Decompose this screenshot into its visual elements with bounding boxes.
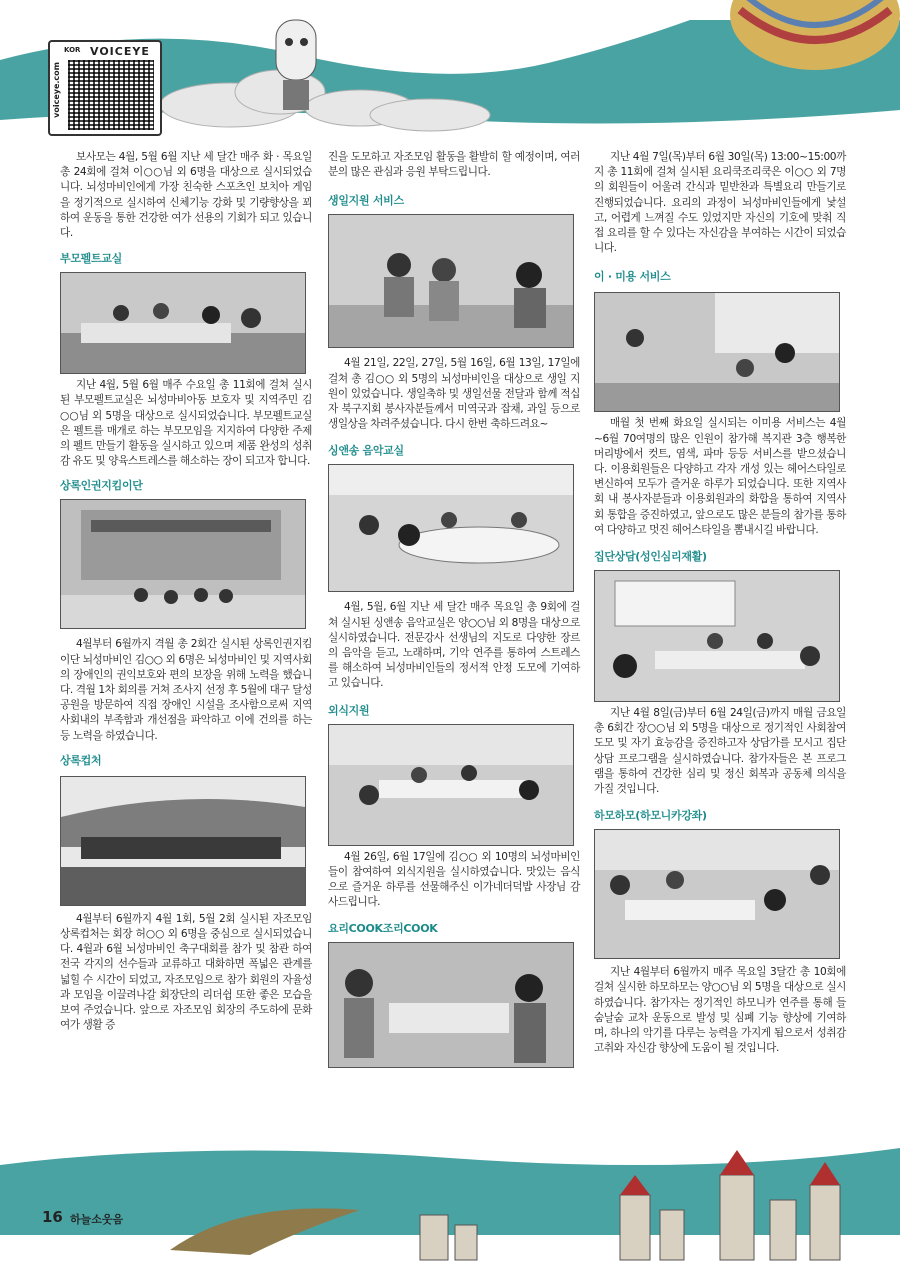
section-paragraph: 지난 4월부터 6월까지 매주 목요일 3달간 총 10회에 걸쳐 실시한 하모하모는 양○○님 외 5명을 대상으로 실시하였습니다. 참가자는 정기적인 하모니카 연주를 통해 들숨날숨 교차 운동으로 발성 및 심폐 기능 향상에 기여하며, 하나의 악기를 다루는 능력을 가지게 됨으로서 성취감 고취와 자신감 향상에 도움이 될 것입니다. [594,966,846,1055]
section-heading: 요리COOK조리COOK [328,922,438,936]
section-heading: 싱앤송 음악교실 [328,444,404,458]
section-paragraph: 4월 26일, 6월 17일에 김○○ 외 10명의 뇌성마비인들이 참여하여 외식지원을 실시하였습니다. 맛있는 음식으로 즐거운 하루를 선물해주신 이가네더덕밥 사장님 감사드립니다. [328,850,580,909]
section-heading: 상록인권지킴이단 [60,479,143,493]
voiceye-url: voiceye.com [52,62,61,118]
page-number: 16 [42,1208,63,1226]
column-1 [60,150,312,1033]
section-paragraph: 4월부터 6월까지 격월 총 2회간 실시된 상록인권지킴이단 뇌성마비인 김○○ 외 6명은 뇌성마비인 및 지역사회의 장애인의 권익보호와 편의 보장을 위해 노력을 했습니다. 격월 1차 회의를 거쳐 조사지 선정 후 5월에 대구 달성공원을 방문하여 직접 장애인 시설을 조사함으로써 지역사회내의 부족함과 개선점을 파악하고 이에 건의를 하는 등 노력을 하였습니다. [60,638,312,742]
section-heading: 이 · 미용 서비스 [594,270,671,284]
photo-felt-class [60,268,312,422]
voiceye-pattern [68,60,154,130]
photo-music-class [328,460,580,600]
intro-paragraph: 보사모는 4월, 5월 6월 지난 세 달간 매주 화 · 목요일 총 24회에 걸쳐 이○○님 외 6명을 대상으로 실시되었습니다. 뇌성마비인에게 가장 친숙한 스포츠인 보치아 게임을 정기적으로 실시하여 신체기능 강화 및 기량향상을 꾀하여 운동을 통한 건강한 여가 선용의 기회가 되고 있습니다. [60,151,312,240]
magazine-name: 하늘소웃음 [70,1213,124,1226]
section-heading: 하모하모(하모니카강좌) [594,809,707,823]
section-paragraph: 매월 첫 번째 화요일 실시되는 이미용 서비스는 4월~6월 70여명의 많은 인원이 참가해 복지관 3층 행복한 머리방에서 컷트, 염색, 파마 등등 서비스를 받으셨습니다. 이용회원들은 다양하고 각자 개성 있는 헤어스타일로 변신하여 모두가 즐거운 하루가 되었습니다. 또한 지역사회 내 봉사자분들과 이용회원과의 화합을 통하여 지역사회 통합을 증진하였고, 앞으로도 많은 분들의 참가를 통하여 다양하고 멋진 헤어스타일을 뽐내시길 바랍니다. [594,417,846,536]
photo-cooking [328,938,580,1068]
section-paragraph: 지난 4월, 5월 6월 매주 수요일 총 11회에 걸쳐 실시된 부모펠트교실은 뇌성마비아동 보호자 및 지역주민 김○○님 외 5명을 대상으로 실시되었습니다. 부모펠트교실은 펠트를 매개로 하는 부모모임을 지지하여 다양한 주제의 펠트 만들기 활동을 실시하고 있으며 제품 완성의 성취감 유도 및 양육스트레스를 해소하는 장이 되고자 합니다. [60,379,312,468]
photo-dining-out [328,720,580,850]
photo-birthday [328,210,580,356]
section-paragraph: 4월, 5월, 6월 지난 세 달간 매주 목요일 총 9회에 걸쳐 실시된 싱앤송 음악교실은 양○○님 외 8명을 대상으로 실시하였습니다. 전문강사 선생님의 지도로 다양한 장르의 음악을 듣고, 노래하며, 기악 연주를 통하여 스트레스를 해소하여 뇌성마비인들의 정서적 안정 도모에 기여하고 있습니다. [328,601,580,690]
section-heading: 생일지원 서비스 [328,194,404,208]
photo-self-help-group [60,770,312,912]
voiceye-brand: VOICEYE [90,45,150,58]
photo-group-counseling [594,566,846,706]
voiceye-mark: KOR [64,46,81,54]
intro-paragraph: 지난 4월 7일(목)부터 6월 30일(목) 13:00~15:00까지 총 11회에 걸쳐 실시된 요리쿡조리쿡은 이○○ 외 7명의 회원들이 어울려 간식과 밑반찬과 특별요리 만들기로 진행되었습니다. 요리의 과정이 뇌성마비인들에게 낯설고, 어렵게 느껴질 수도 있었지만 자신의 기호에 맞춰 직접 요리를 할 수 있다는 자신감을 부여하는 시간이 되었습니다. [594,151,846,255]
photo-rights-group [60,495,312,637]
section-heading: 외식지원 [328,703,370,717]
photo-harmonica [594,825,846,965]
section-heading: 부모펠트교실 [60,252,122,266]
section-paragraph: 4월 21일, 22일, 27일, 5월 16일, 6월 13일, 17일에 걸쳐 총 김○○ 외 5명의 뇌성마비인을 대상으로 생일 지원이 있었습니다. 생일축하 및 생일선물 전달과 함께 적십자 북구지회 봉사자분들께서 미역국과 잡채, 과일 등으로 생일상을 차려주셨습니다. 다시 한번 축하드려요~ [328,357,580,431]
section-paragraph: 지난 4월 8일(금)부터 6월 24일(금)까지 매월 금요일 총 6회간 장○○님 외 5명을 대상으로 정기적인 사회참여 도모 및 자기 효능감을 증진하고자 상담가를 모시고 집단상담 프로그램을 실시하였습니다. 참가자들은 본 프로그램을 통하여 건강한 심리 및 정신 회복과 공동체 의식을 가질 것입니다. [594,707,846,796]
section-heading: 집단상담(성인심리재활) [594,550,707,564]
column-2 [328,150,580,1068]
section-heading: 상록컵처 [60,753,102,767]
continued-paragraph: 진을 도모하고 자조모임 활동을 활발히 할 예정이며, 여러분의 많은 관심과 응원 부탁드립니다. [328,151,580,179]
section-paragraph: 4월부터 6월까지 4월 1회, 5월 2회 실시된 자조모임 상록컵처는 회장 허○○ 외 6명을 중심으로 실시되었습니다. 4월과 6월 뇌성마비인 축구대회를 참가 및 참관 하여 전국 각지의 선수들과 교류하고 대화하면 폭넓은 관계를 넓힐 수 시간이 되었고, 자조모임으로 참가 회원의 자율성과 모임을 이끌려나갈 회장단의 리더쉽 또한 좋은 모습을 보여 주었습니다. 앞으로 자조모임 회장의 주도하에 문화 여가 생활 증 [60,912,312,1032]
photo-hair-service [594,286,846,416]
column-3 [594,150,846,1056]
footer-decoration [0,1140,900,1265]
voiceye-code [48,40,162,136]
